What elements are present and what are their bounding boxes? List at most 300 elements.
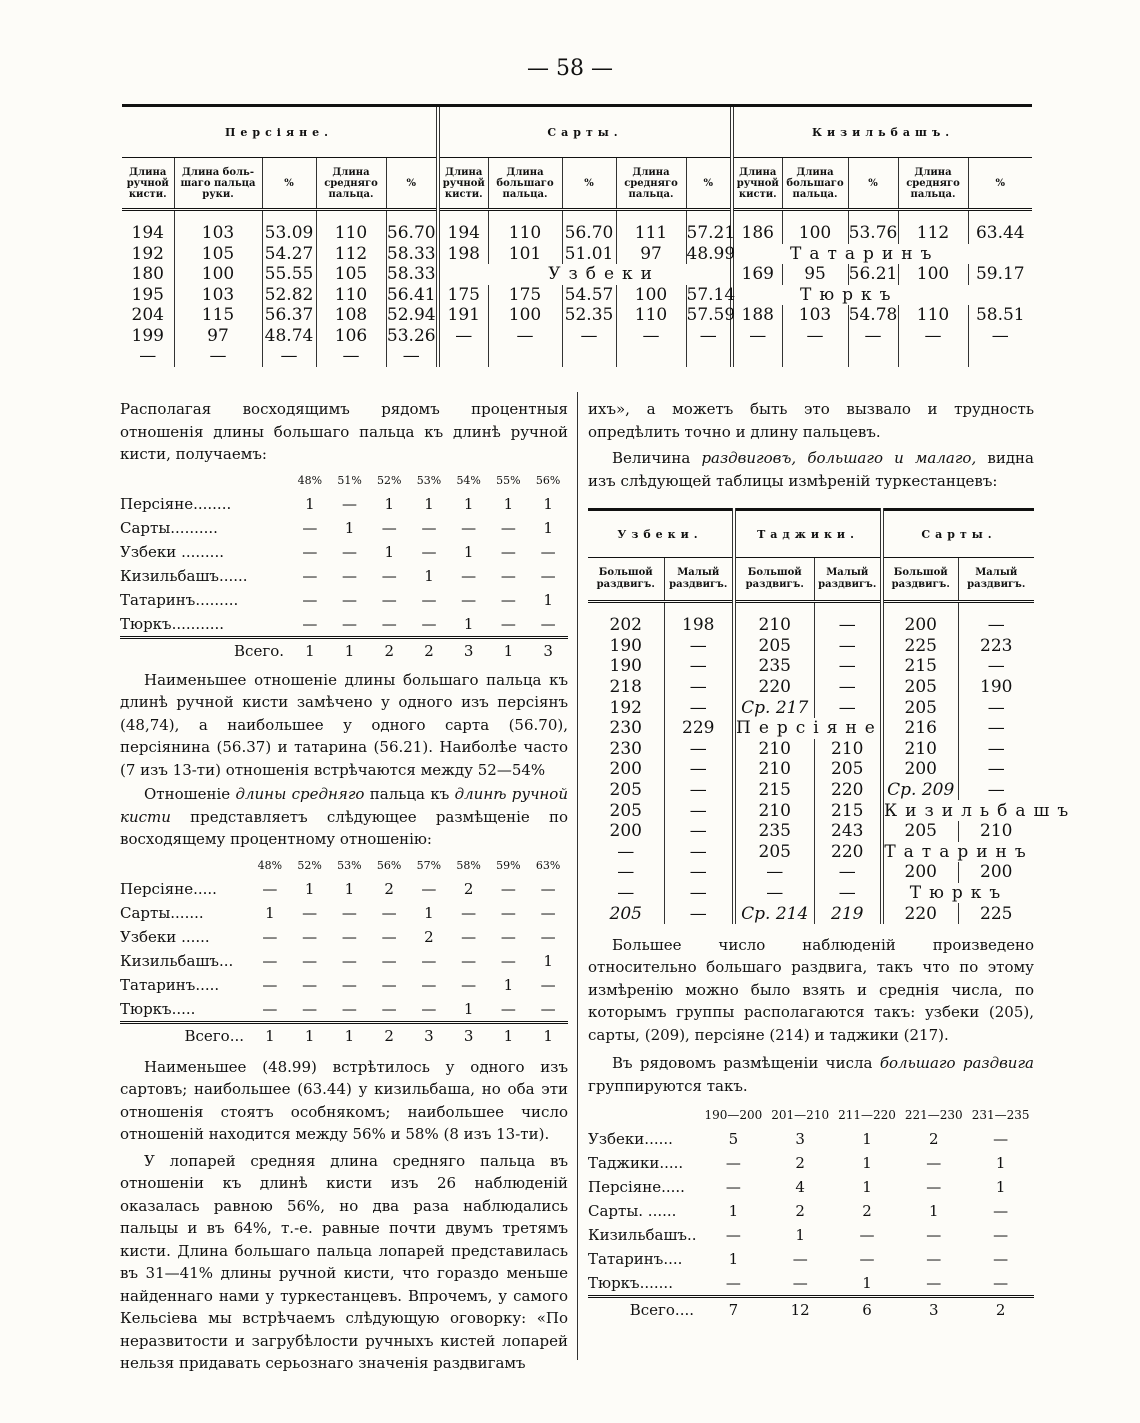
column-header: 59% (496, 859, 521, 872)
column-header: Большой раздвигъ. (882, 558, 958, 602)
total-cell: 3 (449, 1022, 489, 1048)
table-cell: 111 (616, 210, 686, 244)
table-cell: — (926, 1154, 942, 1173)
group-kizilbash: Кизильбашъ. (732, 107, 1032, 158)
table-cell: 2 (795, 1154, 805, 1173)
table-cell: 57.21 (686, 210, 732, 244)
column-header: 54% (456, 474, 481, 487)
table-cell: 198 (664, 602, 734, 636)
table-cell: — (421, 590, 437, 609)
table-cell: 108 (316, 305, 386, 326)
table-row (588, 1223, 1034, 1247)
total-cell: 7 (700, 1297, 767, 1323)
table-cell: 210 (734, 759, 814, 780)
column-header: Малый раздвигъ. (664, 558, 734, 602)
total-cell: 12 (767, 1297, 834, 1323)
table-cell: 100 (488, 305, 562, 326)
table-cell: 97 (174, 326, 262, 347)
table-cell: — (302, 614, 318, 633)
table-cell: — (500, 542, 516, 561)
table-cell: — (302, 590, 318, 609)
group-sarts: Сарты. (438, 107, 732, 158)
table-cell: 1 (463, 494, 474, 513)
table-row (588, 862, 1034, 883)
table-cell: — (617, 883, 635, 904)
total-label: Всего... (120, 1022, 250, 1048)
table-cell: — (381, 518, 397, 537)
table-cell: 225 (882, 636, 958, 657)
column-header: 63% (535, 859, 561, 872)
table-cell: — (540, 927, 556, 946)
table-cell: — (342, 494, 358, 513)
table-cell: 53.09 (262, 210, 316, 244)
table-cell: — (664, 862, 734, 883)
table-cell: — (926, 1226, 942, 1245)
table-cell: — (461, 566, 477, 585)
table-cell: 188 (732, 305, 782, 326)
table-cell: 210 (734, 602, 814, 636)
table-cell: — (421, 879, 437, 898)
column-header: 57% (416, 859, 442, 872)
table-cell: — (617, 862, 635, 883)
table-cell: 220 (882, 903, 958, 924)
table-cell: — (341, 975, 357, 994)
table-cell: — (926, 1274, 942, 1293)
table-cell: 205 (609, 800, 642, 821)
table-cell: 4 (795, 1178, 805, 1197)
column-header: 201—210 (771, 1108, 830, 1123)
table-cell: 63.44 (968, 210, 1032, 244)
table-cell: — (664, 677, 734, 698)
column-header: Малый раздвигъ. (958, 558, 1034, 602)
table-cell: — (664, 903, 734, 924)
table-note-turk: Тюркъ (882, 883, 1034, 904)
table-cell: 57.59 (686, 305, 736, 326)
table-cell: — (898, 326, 968, 347)
table-cell: — (958, 718, 1034, 739)
table-cell: 110 (898, 305, 968, 326)
table-cell: — (342, 614, 358, 633)
table-cell: 1 (862, 1154, 872, 1173)
total-cell: 1 (489, 1022, 529, 1048)
table-cell: 103 (174, 285, 262, 306)
table-cell: 195 (131, 284, 164, 305)
table-note-turk: Тюркъ (732, 285, 1032, 306)
table-cell: — (725, 1274, 741, 1293)
thumb-ratio-distribution (120, 470, 568, 663)
table-cell: — (342, 542, 358, 561)
total-cell: 2 (409, 637, 449, 663)
table-cell: 48.99 (686, 243, 736, 264)
table-cell: — (381, 951, 397, 970)
total-cell: 6 (834, 1297, 901, 1323)
table-cell: 215 (814, 800, 882, 821)
right-column (588, 398, 1077, 1322)
table-cell: — (725, 1226, 741, 1245)
table-cell: — (421, 975, 437, 994)
column-header: 221—230 (904, 1108, 963, 1123)
table-cell: — (859, 1250, 875, 1269)
table-row (120, 997, 568, 1023)
table-cell: 52.94 (386, 305, 438, 326)
table-cell: 1 (463, 542, 474, 561)
table-cell: — (461, 951, 477, 970)
table-cell: 1 (424, 566, 434, 585)
table-cell: — (814, 883, 882, 904)
table-cell: 1 (344, 518, 355, 537)
table-cell: 1 (543, 494, 553, 513)
table-cell: — (302, 542, 318, 561)
table-cell (732, 346, 782, 367)
table-cell: — (341, 903, 357, 922)
paragraph: У лопарей средняя длина средняго пальца въ отношеніи къ длинѣ кисти изъ 26 наблюденій оказалась равною 56%, но два раза наблюдались пальцы и въ 64%, т.-е. равные почти двумъ третямъ кисти. Длина большаго пальца лопарей представилась въ 31—41% длины ручной кисти, что гораздо меньше найденнаго нами у туркестанцевъ. Впрочемъ, у самого Кельсіева мы встрѣчаемъ слѣдующую оговорку: «По неразвитости и загрубѣлости ручныхъ кистей лопарей нельзя придавать серьознаго значенія раздвигамъ (120, 1151, 568, 1372)
table-cell (848, 346, 898, 367)
column-header: 48% (257, 859, 283, 872)
corner-cell (120, 855, 250, 877)
table-cell: 1 (304, 879, 315, 898)
table-cell: 1 (543, 590, 553, 609)
group-header: Таджики. (734, 510, 882, 558)
table-cell: 95 (782, 264, 848, 285)
column-header: 52% (377, 474, 402, 487)
table-cell: — (500, 927, 516, 946)
table-cell: — (792, 1274, 808, 1293)
table-cell: — (381, 614, 397, 633)
table-cell: 230 (609, 738, 642, 759)
table-cell: — (958, 739, 1034, 760)
table-cell: — (342, 566, 358, 585)
table-row (588, 1271, 1034, 1297)
table-cell: — (958, 759, 1034, 780)
table-cell: 210 (734, 800, 814, 821)
table-row (120, 588, 568, 612)
table-cell: — (792, 1250, 808, 1269)
table-cell: — (262, 927, 278, 946)
column-header: % (262, 158, 316, 210)
table-cell: 200 (609, 821, 642, 842)
row-label: Татаринъ......... (120, 590, 239, 609)
table-cell: — (993, 1130, 1009, 1149)
table-cell: — (500, 879, 516, 898)
table-row (588, 800, 1034, 821)
table-cell: 1 (543, 951, 553, 970)
table-cell: — (540, 614, 556, 633)
table-row (588, 759, 1034, 780)
table-cell: 1 (795, 1226, 805, 1245)
table-cell: 200 (882, 759, 958, 780)
table-cell: 1 (862, 1274, 872, 1293)
table-note-persians: Персіяне (736, 718, 883, 739)
row-label: Сарты. ...... (588, 1202, 677, 1221)
table-cell: 103 (782, 305, 848, 326)
table-cell: — (262, 346, 316, 367)
table-cell: 198 (438, 244, 488, 265)
table-cell: — (993, 1226, 1009, 1245)
table-cell: 194 (438, 210, 488, 244)
total-cell: 3 (900, 1297, 967, 1323)
table-cell: 1 (463, 614, 474, 633)
paragraph: Располагая восходящимъ рядомъ процентныя отношенія длины большаго пальца къ длинѣ ручной кисти, получаемъ: (120, 400, 568, 463)
row-label: Узбеки ......... (120, 542, 224, 561)
total-row (120, 1022, 568, 1048)
row-label: Узбеки...... (588, 1130, 673, 1149)
table-cell: 216 (882, 718, 958, 739)
table-cell: 202 (609, 615, 642, 636)
table-row (588, 842, 1034, 863)
table-cell: — (814, 677, 882, 698)
table-cell: 52.82 (262, 285, 316, 306)
row-label: Персіяне........ (120, 494, 232, 513)
table-cell: 200 (609, 759, 642, 780)
table-cell: — (814, 636, 882, 657)
table-cell: — (139, 346, 157, 367)
column-header: Длина боль-шаго пальца руки. (174, 158, 262, 210)
table-cell: Ср. 217 (734, 697, 814, 718)
total-cell: 1 (290, 637, 330, 663)
table-row (120, 492, 568, 516)
table-cell: — (342, 590, 358, 609)
table-cell: 215 (882, 656, 958, 677)
table-cell: — (664, 759, 734, 780)
table-cell: — (438, 326, 488, 347)
total-cell: 1 (250, 1022, 290, 1048)
table-cell: — (664, 883, 734, 904)
table-cell: 218 (609, 677, 642, 698)
table-cell: 190 (958, 677, 1034, 698)
table-cell: — (500, 566, 516, 585)
table-cell: — (500, 614, 516, 633)
table-cell: 175 (438, 285, 488, 306)
table-cell: 1 (384, 494, 395, 513)
table-cell: 229 (664, 718, 734, 739)
table-cell: — (381, 590, 397, 609)
column-header: Длина ручной кисти. (438, 158, 488, 210)
paragraph: Въ рядовомъ размѣщеніи числа большаго раздвига группируются такъ. (588, 1054, 1034, 1095)
table-row (120, 612, 568, 638)
table-row (588, 1175, 1034, 1199)
table-cell (782, 346, 848, 367)
table-cell: 220 (734, 677, 814, 698)
table-cell: 192 (131, 243, 164, 264)
table-cell: 1 (728, 1250, 739, 1269)
table-cell: — (262, 975, 278, 994)
table-cell: 192 (609, 697, 642, 718)
table-cell: 2 (795, 1202, 805, 1221)
table-cell: 56.37 (262, 305, 316, 326)
table-cell: 58.33 (386, 244, 438, 265)
corner-cell (120, 470, 290, 492)
table-cell: 56.70 (386, 210, 438, 244)
row-label: Кизильбашъ... (120, 951, 234, 970)
column-header: Длина ручной кисти. (732, 158, 782, 210)
table-cell: 54.27 (262, 244, 316, 265)
table-row (588, 697, 1034, 718)
table-cell: 103 (174, 210, 262, 244)
table-cell: 186 (732, 210, 782, 244)
table-cell: 57.14 (686, 284, 736, 305)
table-cell: 2 (384, 879, 394, 898)
table-cell: — (848, 326, 898, 347)
table-cell: 110 (316, 285, 386, 306)
table-cell: 100 (174, 264, 262, 285)
table-cell: 59.17 (968, 264, 1032, 285)
table-cell: 3 (795, 1130, 805, 1149)
table-cell: 205 (734, 842, 814, 863)
row-label: Татаринъ..... (120, 975, 220, 994)
table-cell: — (617, 841, 635, 862)
table-cell: — (540, 903, 556, 922)
table-cell: 106 (316, 326, 386, 347)
table-cell: — (421, 951, 437, 970)
total-cell: 3 (409, 1022, 449, 1048)
table-cell: — (341, 999, 357, 1018)
table-cell: — (732, 326, 782, 347)
table-cell: 1 (543, 518, 553, 537)
table-cell: — (968, 326, 1032, 347)
table-row (120, 564, 568, 588)
table-cell: — (540, 879, 556, 898)
column-header: 56% (535, 474, 561, 487)
table-cell: — (500, 999, 516, 1018)
table-cell: — (664, 821, 734, 842)
table-cell (616, 346, 686, 367)
table-cell: 235 (734, 821, 814, 842)
table-row (122, 326, 1032, 347)
table-cell: 2 (862, 1202, 872, 1221)
table-cell: — (262, 999, 278, 1018)
paragraph: ихъ», а можетъ быть это вызвало и трудность опредѣлить точно и длину пальцевъ. (588, 400, 1034, 441)
table-note-kizilbash: Кизильбашъ (884, 800, 1077, 821)
table-row (588, 636, 1034, 657)
table-cell: — (302, 518, 318, 537)
column-header: 231—235 (971, 1108, 1030, 1123)
table-cell: — (381, 975, 397, 994)
table-row (588, 903, 1034, 924)
table-row (122, 346, 1032, 367)
finger-spread-table (588, 508, 1077, 924)
table-cell: 100 (898, 264, 968, 285)
column-header: Малый раздвигъ. (814, 558, 882, 602)
table-cell: — (958, 780, 1034, 801)
table-cell: 205 (609, 780, 642, 801)
table-row (588, 883, 1034, 904)
column-header: Длина большаго пальца. (488, 158, 562, 210)
table-cell: 1 (929, 1202, 939, 1221)
table-cell: 55.55 (262, 264, 316, 285)
table-cell: 210 (882, 739, 958, 760)
table-row (588, 1247, 1034, 1271)
table-cell: 219 (814, 903, 882, 924)
row-label: Персіяне..... (588, 1178, 685, 1197)
table-cell (562, 346, 616, 367)
table-cell: — (262, 951, 278, 970)
table-row (122, 264, 1032, 285)
table-cell: — (381, 927, 397, 946)
table-cell: — (341, 951, 357, 970)
table-cell: — (341, 927, 357, 946)
table-cell: 1 (305, 494, 315, 513)
table-cell (898, 346, 968, 367)
table-cell: — (316, 346, 386, 367)
table-cell: 204 (131, 305, 164, 326)
table-cell: — (958, 656, 1034, 677)
paragraph: Наименьшее (48.99) встрѣтилось у одного изъ сартовъ; наибольшее (63.44) у кизильбаша, но оба эти отношенія стоятъ особнякомъ; наибольшее число отношеній находится между 56% и 58% (8 изъ 13-ти). (120, 1057, 568, 1143)
column-header: 56% (376, 859, 402, 872)
table-cell: 1 (995, 1154, 1006, 1173)
table-cell: — (686, 326, 732, 347)
table-cell: 200 (958, 862, 1034, 883)
total-row (120, 637, 568, 663)
table-cell: — (562, 326, 616, 347)
column-header: 52% (297, 859, 322, 872)
total-cell: 1 (330, 1022, 370, 1048)
table-cell: 101 (488, 244, 562, 265)
table-cell: — (302, 999, 318, 1018)
paragraph: Отношеніе длины средняго пальца къ длинѣ ручной кисти представляетъ слѣдующее размѣщеніе по восходящему процентному отношенію: (120, 785, 568, 848)
row-label: Таджики..... (588, 1154, 684, 1173)
table-cell: — (664, 656, 734, 677)
table-cell: — (958, 602, 1034, 636)
table-cell: 5 (728, 1130, 739, 1149)
table-cell: 215 (734, 780, 814, 801)
table-cell: 1 (862, 1130, 872, 1149)
table-cell: — (814, 697, 882, 718)
table-cell: — (616, 326, 686, 347)
table-cell: — (500, 518, 516, 537)
table-cell: — (381, 999, 397, 1018)
table-row (120, 949, 568, 973)
table-row (120, 516, 568, 540)
finger-length-table (122, 104, 1032, 367)
table-cell: — (262, 879, 278, 898)
table-cell: — (814, 602, 882, 636)
table-cell: — (500, 951, 516, 970)
table-cell: 220 (814, 780, 882, 801)
column-header: Длина ручной кисти. (122, 158, 174, 210)
table-cell: 56.70 (562, 210, 616, 244)
table-cell: 56.41 (386, 285, 438, 306)
column-header: % (686, 158, 732, 210)
total-cell: 1 (489, 637, 529, 663)
table-cell (438, 346, 488, 367)
table-cell: — (421, 518, 437, 537)
column-header: Большой раздвигъ. (734, 558, 814, 602)
page-number: — 58 — (527, 56, 613, 81)
table-cell: 205 (734, 636, 814, 657)
table-cell: — (734, 883, 814, 904)
column-header: 55% (496, 474, 521, 487)
table-cell: 54.57 (562, 285, 616, 306)
row-label: Кизильбашъ.. (588, 1226, 697, 1245)
table-cell: — (174, 346, 262, 367)
table-cell: — (859, 1226, 875, 1245)
table-cell: — (461, 927, 477, 946)
table-cell: — (302, 927, 318, 946)
table-cell: Ср. 209 (882, 780, 958, 801)
table-cell: 58.51 (968, 305, 1032, 326)
total-cell: 2 (369, 637, 409, 663)
table-cell: 235 (734, 656, 814, 677)
table-cell: 110 (488, 210, 562, 244)
table-cell: — (500, 590, 516, 609)
table-cell: 58.33 (386, 264, 438, 285)
spread-grouping-table (588, 1103, 1034, 1322)
column-divider (577, 392, 578, 1360)
column-header: 58% (456, 859, 481, 872)
table-cell (488, 346, 562, 367)
column-header: % (848, 158, 898, 210)
table-cell: 112 (898, 210, 968, 244)
